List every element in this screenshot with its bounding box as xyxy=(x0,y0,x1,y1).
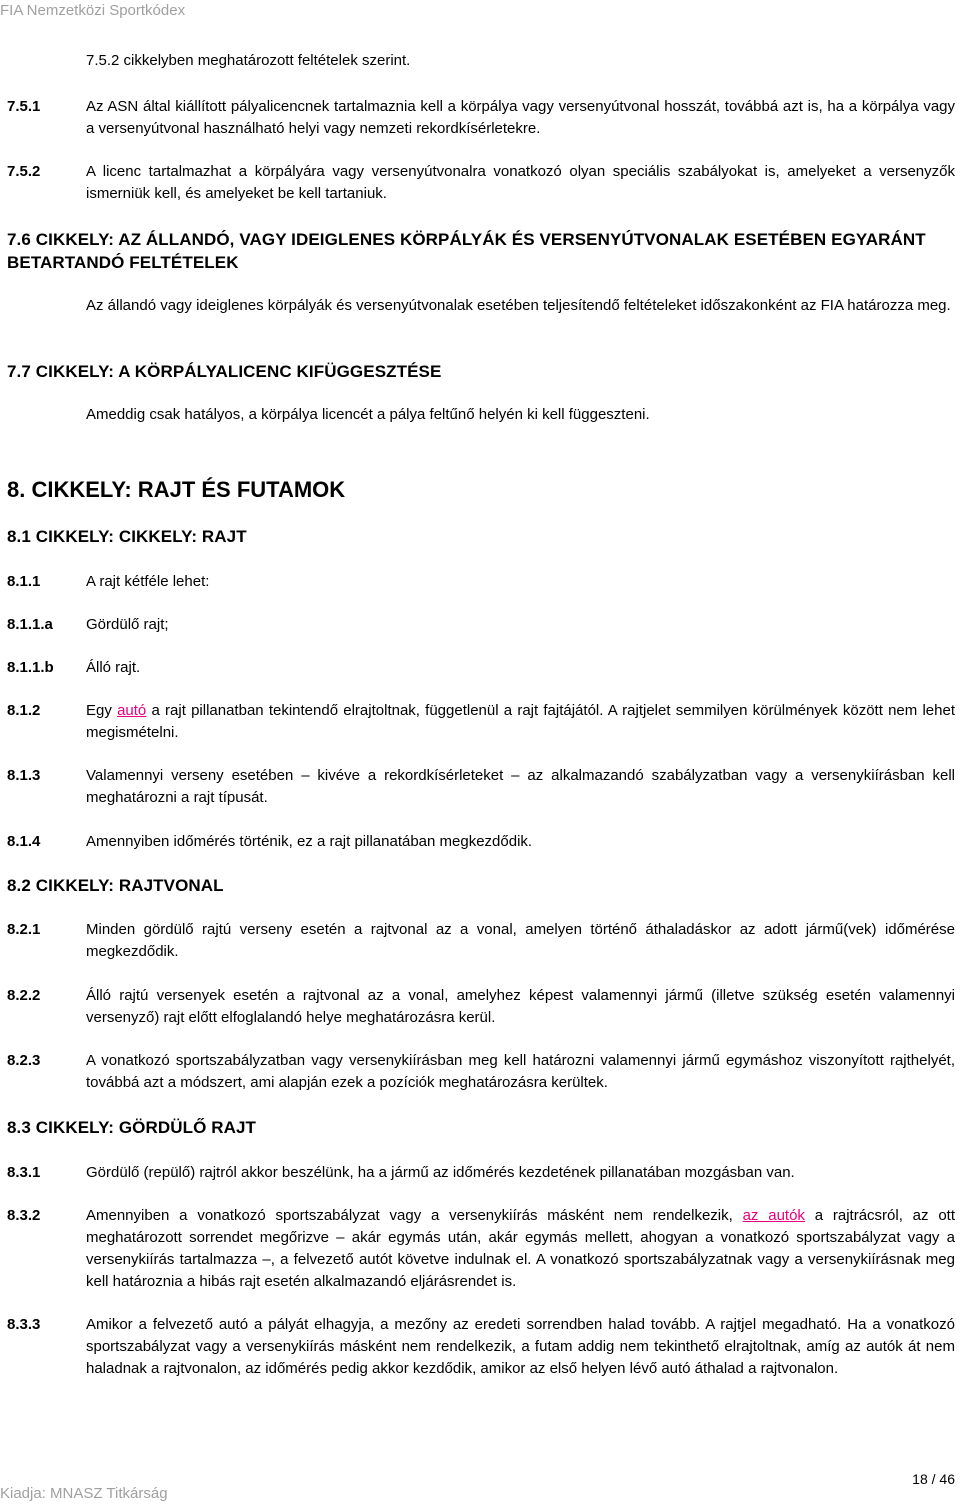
section-number-8-3-1: 8.3.1 xyxy=(7,1164,41,1181)
section-text-8-2-1: Minden gördülő rajtú verseny esetén a rajtvonal az a vonal, amelyen történő áthaladáskor az adott jármű(vek) időmérése megkezdődik. xyxy=(86,921,955,960)
heading-8-3: 8.3 CIKKELY: GÖRDÜLŐ RAJT xyxy=(7,1118,257,1137)
text-part: a rajt pillanatban tekintendő elrajtoltnak, függetlenül a rajt fajtájától. A rajtjelet semmilyen körülmények között nem lehet megismételni. xyxy=(86,702,956,741)
heading-8-2: 8.2 CIKKELY: RAJTVONAL xyxy=(7,876,224,895)
section-text-8-1-1-a: Gördülő rajt; xyxy=(86,616,169,633)
section-number-7-5-1: 7.5.1 xyxy=(7,98,41,115)
section-text-8-1-1-b: Álló rajt. xyxy=(86,659,141,676)
section-text-8-2-2: Álló rajtú versenyek esetén a rajtvonal az a vonal, amelyhez képest valamennyi jármű (illetve szükség esetén valamennyi versenyző) rajt előtt elfoglalandó helye meghatározásra kerül. xyxy=(86,987,955,1026)
section-text-7-5-1: Az ASN által kiállított pályalicencnek tartalmaznia kell a körpálya vagy versenyútvonal hosszát, továbbá azt is, ha a körpálya vagy a versenyútvonal használható helyi vagy nemzeti rekordkísérletekre. xyxy=(86,98,955,137)
section-number-8-2-1: 8.2.1 xyxy=(7,921,41,938)
section-number-7-5-2: 7.5.2 xyxy=(7,163,41,180)
footer-publisher: Kiadja: MNASZ Titkárság xyxy=(0,1485,168,1502)
heading-8: 8. CIKKELY: RAJT ÉS FUTAMOK xyxy=(7,477,346,502)
section-number-8-2-2: 8.2.2 xyxy=(7,987,41,1004)
section-number-8-3-2: 8.3.2 xyxy=(7,1207,41,1224)
section-number-8-1-4: 8.1.4 xyxy=(7,833,41,850)
paragraph-7-6: Az állandó vagy ideiglenes körpályák és versenyútvonalak esetében teljesítendő feltételeket időszakonként az FIA határozza meg. xyxy=(86,297,951,314)
section-number-8-1-1: 8.1.1 xyxy=(7,573,41,590)
text-part: Egy xyxy=(86,702,118,719)
section-text-8-1-4: Amennyiben időmérés történik, ez a rajt pillanatában megkezdődik. xyxy=(86,833,533,850)
document-header-title: FIA Nemzetközi Sportkódex xyxy=(0,2,186,19)
section-text-8-3-3: Amikor a felvezető autó a pályát elhagyja, a mezőny az eredeti sorrendben halad tovább. A rajtjel megadható. Ha a vonatkozó sportszabályzat vagy a versenykiírás másként nem rendelkezik, a futam addig nem tekinthető elrajtoltnak, amíg az autók át nem haladnak a rajtvonalon, az időmérés pedig akkor kezdődik, amikor az első helyen lévő autó áthalad a rajtvonalon. xyxy=(86,1316,955,1377)
paragraph-7-7: Ameddig csak hatályos, a körpálya licencét a pálya feltűnő helyén ki kell függeszteni. xyxy=(86,406,650,423)
section-text-8-3-2 xyxy=(86,1205,955,1293)
page-number: 18 / 46 xyxy=(912,1471,955,1487)
heading-7-7: 7.7 CIKKELY: A KÖRPÁLYALICENC KIFÜGGESZTÉSE xyxy=(7,362,442,381)
section-text-8-1-3: Valamennyi verseny esetében – kivéve a rekordkísérleteket – az alkalmazandó szabályzatban vagy a versenykiírásban kell meghatározni a rajt típusát. xyxy=(86,767,955,806)
section-text-8-1-1: A rajt kétféle lehet: xyxy=(86,573,210,590)
section-text-8-1-2 xyxy=(86,700,955,744)
section-number-8-3-3: 8.3.3 xyxy=(7,1316,41,1333)
heading-8-1: 8.1 CIKKELY: CIKKELY: RAJT xyxy=(7,527,247,546)
section-text-7-5-2: A licenc tartalmazhat a körpályára vagy versenyútvonalra vonatkozó olyan speciális szabályokat is, amelyeket a versenyzők ismerniük kell, és amelyeket be kell tartaniuk. xyxy=(86,163,955,202)
section-text-8-3-1: Gördülő (repülő) rajtról akkor beszélünk, ha a jármű az időmérés kezdetének pillanatában mozgásban van. xyxy=(86,1164,795,1181)
continuation-text: 7.5.2 cikkelyben meghatározott feltételek szerint. xyxy=(86,52,411,69)
text-part: a rajtrácsról, az ott meghatározott sorrendet megőrizve – akár egymás után, akár egymás mellett, ahogyan a vonatkozó sportszabályzat vagy a versenykiírás tartalmazza –, a felvezető autót követve indulnak el. A vonatkozó sportszabályzatnak vagy a versenykiírásnak meg kell határoznia a hibás rajt esetén alkalmazandó eljárásrendet is. xyxy=(86,1207,955,1290)
section-number-8-1-2: 8.1.2 xyxy=(7,702,41,719)
autó-link[interactable]: autó xyxy=(117,702,147,719)
section-number-8-2-3: 8.2.3 xyxy=(7,1052,41,1069)
section-text-8-2-3: A vonatkozó sportszabályzatban vagy versenykiírásban meg kell határozni valamennyi jármű egymáshoz viszonyított rajthelyét, továbbá azt a módszert, ami alapján ezek a pozíciók meghatározásra kerültek. xyxy=(86,1052,955,1091)
section-number-8-1-1-b: 8.1.1.b xyxy=(7,659,54,676)
az-autók-link[interactable]: az autók xyxy=(742,1207,805,1224)
section-number-8-1-1-a: 8.1.1.a xyxy=(7,616,53,633)
text-part: Amennyiben a vonatkozó sportszabályzat vagy a versenykiírás másként nem rendelkezik, xyxy=(86,1207,743,1224)
heading-7-6: 7.6 CIKKELY: AZ ÁLLANDÓ, VAGY IDEIGLENES KÖRPÁLYÁK ÉS VERSENYÚTVONALAK ESETÉBEN EGYARÁNT BETARTANDÓ FELTÉTELEK xyxy=(7,230,926,272)
section-number-8-1-3: 8.1.3 xyxy=(7,767,41,784)
